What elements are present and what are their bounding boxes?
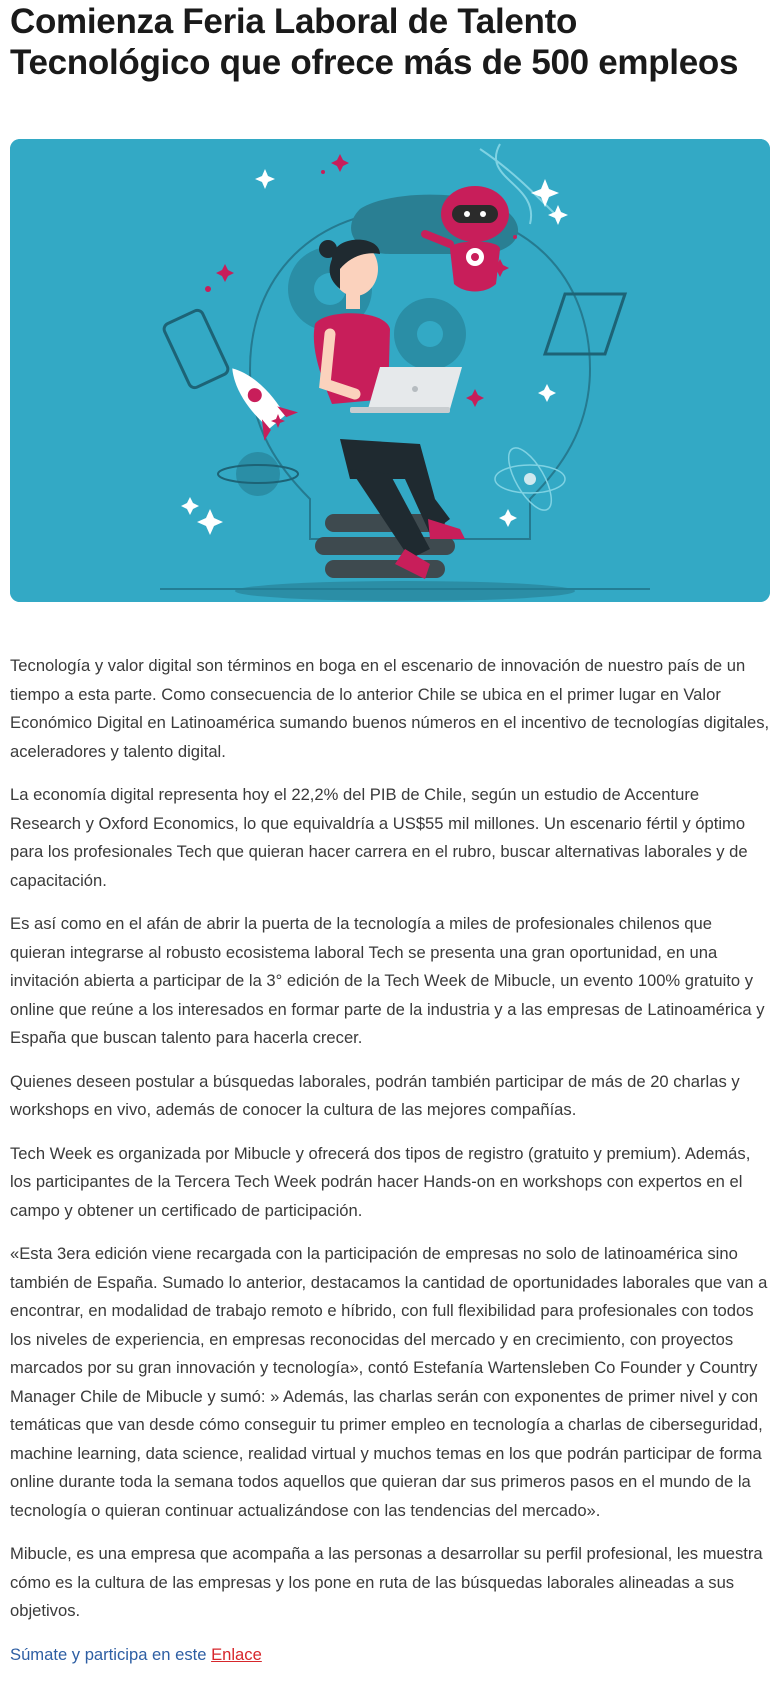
- paragraph: Es así como en el afán de abrir la puerta de la tecnología a miles de profesionales chilenos que quieran integrarse al robusto ecosistema laboral Tech se presenta una gran oportunidad, en una invitación abierta a participar de la 3° edición de la Tech Week de Mibucle, un evento 100% gratuito y online que reúne a los interesados en formar parte de la industria y a las empresas de Latinoamérica y España que buscan talento para hacerla crecer.: [10, 914, 765, 1047]
- hero-image: [10, 139, 770, 602]
- paragraph: La economía digital representa hoy el 22,2% del PIB de Chile, según un estudio de Accenture Research y Oxford Economics, lo que equivaldría a US$55 mil millones. Un escenario fértil y óptimo para los profesionales Tech que quieran hacer carrera en el rubro, buscar alternativas laborales y de capacitación.: [10, 785, 748, 890]
- paragraph: «Esta 3era edición viene recargada con la participación de empresas no solo de latinoamérica sino también de España. Sumado lo anterior, destacamos la cantidad de oportunidades laborales que van a encontrar, en modalidad de trabajo remoto e híbrido, con full flexibilidad para profesionales con todos los niveles de experiencia, en empresas reconocidas del mercado y en crecimiento, con proyectos marcados por su gran innovación y tecnología», contó Estefanía Wartensleben Co Founder y Country Manager Chile de Mibucle y sumó: » Además, las charlas serán con exponentes de primer nivel y con temáticas que van desde cómo conseguir tu primer empleo en tecnología a charlas de ciberseguridad, machine learning, data science, realidad virtual y muchos temas en los que podrán participar de forma online durante toda la semana todos aquellos que quieran dar sus primeros pasos en el mundo de la tecnología o quieran continuar actualizándose con las tendencias del mercado».: [10, 1244, 768, 1520]
- enlace-link[interactable]: Enlace: [211, 1644, 262, 1664]
- paragraph: Mibucle, es una empresa que acompaña a las personas a desarrollar su perfil profesional, les muestra cómo es la cultura de las empresas y los pone en ruta de las búsquedas laborales alineadas a sus objetivos.: [10, 1544, 763, 1620]
- article-body: [10, 652, 770, 1684]
- cta-text: Súmate y participa en este: [10, 1644, 212, 1664]
- article-title: Comienza Feria Laboral de Talento Tecnológico que ofrece más de 500 empleos: [10, 2, 739, 82]
- paragraph: Tech Week es organizada por Mibucle y ofrecerá dos tipos de registro (gratuito y premium). Además, los participantes de la Tercera Tech Week podrán hacer Hands-on en workshops con expertos en el campo y obtener un certificado de participación.: [10, 1143, 751, 1220]
- cta-line: [10, 1641, 770, 1670]
- woman-with-laptop-robot-illustration: [10, 139, 770, 602]
- paragraph: Quienes deseen postular a búsquedas laborales, podrán también participar de más de 20 charlas y workshops en vivo, además de conocer la cultura de las mejores compañías.: [10, 1071, 740, 1119]
- paragraph: Tecnología y valor digital son términos en boga en el escenario de innovación de nuestro país de un tiempo a esta parte. Como consecuencia de lo anterior Chile se ubica en el primer lugar en Valor Económico Digital en Latinoamérica sumando buenos números en el incentivo de tecnologías digitales, aceleradores y talento digital.: [10, 656, 770, 761]
